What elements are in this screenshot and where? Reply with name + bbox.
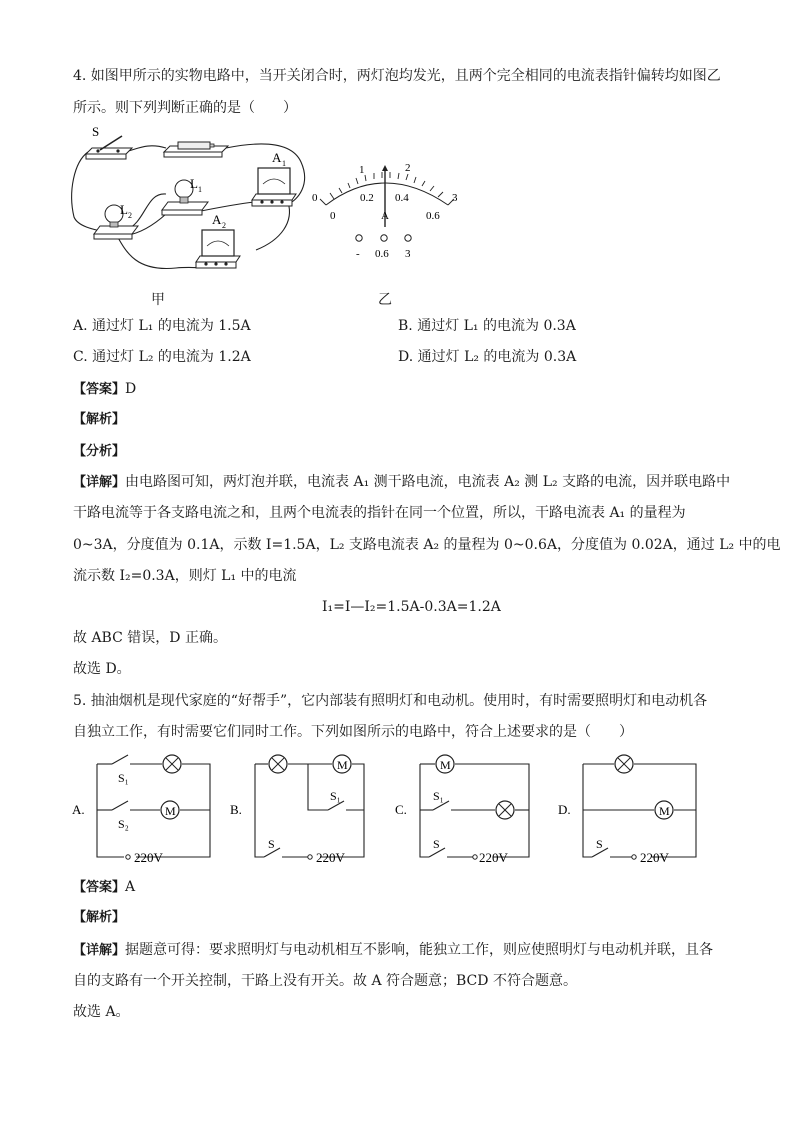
circuit-b-s1: S₁ — [330, 789, 341, 803]
terminal-minus: - — [356, 248, 360, 260]
dial-top-2: 2 — [405, 162, 411, 174]
q4-detail-line1 — [73, 472, 730, 493]
circuit-b[interactable] — [228, 752, 378, 867]
q5-answer-value: A — [125, 879, 136, 895]
label-l1-sub: 1 — [198, 185, 202, 194]
circuit-d[interactable] — [556, 752, 706, 867]
ammeter-a1-icon — [252, 168, 296, 206]
circuit-d-letter: D. — [558, 802, 571, 817]
q5-detail-tag: 【详解】 — [73, 943, 126, 958]
q5-detail-line2: 自的支路有一个开关控制，干路上没有开关。故 A 符合题意；BCD 不符合题意。 — [73, 973, 577, 989]
dial-bottom-0: 0 — [330, 210, 336, 222]
q4-answer-value: D — [125, 381, 137, 397]
dial-bottom-02: 0.2 — [360, 192, 374, 204]
q4-stem-line1: 4. 如图甲所示的实物电路中，当开关闭合时，两灯泡均发光，且两个完全相同的电流表指针偏转均如图乙 — [73, 68, 721, 84]
q4-detail-line2: 干路电流等于各支路电流之和，且两个电流表的指针在同一个位置，所以，干路电流表 A₁ 的量程为 — [73, 505, 686, 521]
circuit-c-s1: S₁ — [433, 789, 444, 803]
dial-unit: A — [381, 210, 389, 222]
circuit-a-s1: S₁ — [118, 771, 129, 785]
circuit-b-s: S — [268, 837, 275, 851]
q5-answer-tag: 【答案】 — [73, 880, 126, 895]
circuit-c[interactable] — [393, 752, 543, 867]
q4-option-d[interactable]: D. 通过灯 L₂ 的电流为 0.3A — [398, 349, 577, 365]
circuit-c-letter: C. — [395, 802, 407, 817]
terminal-06: 0.6 — [375, 248, 389, 260]
q4-answer-tag: 【答案】 — [73, 382, 126, 397]
label-a1-sub: 1 — [282, 159, 286, 168]
svg-text:M: M — [440, 758, 451, 772]
dial-top-0: 0 — [312, 192, 318, 204]
q4-answer-line — [73, 379, 136, 400]
circuit-d-s: S — [596, 837, 603, 851]
dial-top-1: 1 — [359, 164, 365, 176]
figure-jia-caption: 甲 — [151, 292, 165, 308]
q4-fenxi-tag: 【分析】 — [73, 444, 126, 459]
q4-detail-line4: 流示数 I₂=0.3A，则灯 L₁ 中的电流 — [73, 568, 297, 584]
dial-bottom-04: 0.4 — [395, 192, 409, 204]
ammeter-a2-icon — [196, 230, 240, 268]
q4-conclusion: 故 ABC 错误，D 正确。 — [73, 630, 227, 646]
q4-formula: I₁=I—I₂=1.5A-0.3A=1.2A — [322, 599, 501, 615]
q5-detail-line1 — [73, 940, 713, 961]
dial-top-3: 3 — [452, 192, 458, 204]
circuit-b-voltage: 220V — [316, 850, 345, 865]
label-l2-sub: 2 — [128, 211, 132, 220]
circuit-c-s: S — [433, 837, 440, 851]
q4-stem-line2: 所示。则下列判断正确的是（ ） — [73, 100, 297, 116]
terminal-3: 3 — [405, 248, 411, 260]
q4-option-a[interactable]: A. 通过灯 L₁ 的电流为 1.5A — [73, 318, 251, 334]
q4-analysis-tag: 【解析】 — [73, 412, 126, 427]
q5-analysis-tag: 【解析】 — [73, 910, 126, 925]
q4-detail-tag: 【详解】 — [73, 475, 126, 490]
svg-text:M: M — [165, 804, 176, 818]
circuit-a-voltage: 220V — [134, 850, 163, 865]
label-l2: L — [120, 202, 128, 217]
circuit-b-letter: B. — [230, 802, 242, 817]
figure-jia-circuit — [66, 122, 316, 282]
q5-stem-line2: 自独立工作，有时需要它们同时工作。下列如图所示的电路中，符合上述要求的是（ ） — [73, 724, 633, 740]
circuit-c-voltage: 220V — [479, 850, 508, 865]
label-l1: L — [190, 176, 198, 191]
battery-icon — [164, 142, 228, 157]
label-a1: A — [272, 150, 282, 165]
q4-detail-line3: 0~3A，分度值为 0.1A，示数 I=1.5A，L₂ 支路电流表 A₂ 的量程为 0~0.6A，分度值为 0.02A，通过 L₂ 中的电 — [73, 537, 781, 553]
figure-yi-caption: 乙 — [378, 292, 392, 308]
q4-choose: 故选 D。 — [73, 661, 131, 677]
q5-choose: 故选 A。 — [73, 1004, 130, 1020]
q5-answer-line — [73, 877, 135, 898]
q4-option-c[interactable]: C. 通过灯 L₂ 的电流为 1.2A — [73, 349, 251, 365]
switch-s-icon — [86, 136, 132, 159]
label-s: S — [92, 124, 100, 139]
q4-detail-text1: 由电路图可知，两灯泡并联，电流表 A₁ 测干路电流，电流表 A₂ 测 L₂ 支路的电流，因并联电路中 — [125, 474, 731, 490]
q5-detail-text1: 据题意可得：要求照明灯与电动机相互不影响，能独立工作，则应使照明灯与电动机并联，且各 — [125, 942, 714, 958]
q4-option-b[interactable]: B. 通过灯 L₁ 的电流为 0.3A — [398, 318, 576, 334]
q5-stem-line1: 5. 抽油烟机是现代家庭的“好帮手”，它内部装有照明灯和电动机。使用时，有时需要照明灯和电动机各 — [73, 693, 708, 709]
circuit-d-voltage: 220V — [640, 850, 669, 865]
label-a2: A — [212, 212, 222, 227]
svg-text:M: M — [337, 758, 348, 772]
circuit-a-letter: A. — [72, 802, 85, 817]
dial-bottom-06: 0.6 — [426, 210, 440, 222]
circuit-a-s2: S₂ — [118, 817, 129, 831]
svg-text:M: M — [659, 804, 670, 818]
label-a2-sub: 2 — [222, 221, 226, 230]
figure-yi-ammeter-dial — [308, 155, 468, 265]
circuit-a[interactable] — [70, 752, 220, 867]
